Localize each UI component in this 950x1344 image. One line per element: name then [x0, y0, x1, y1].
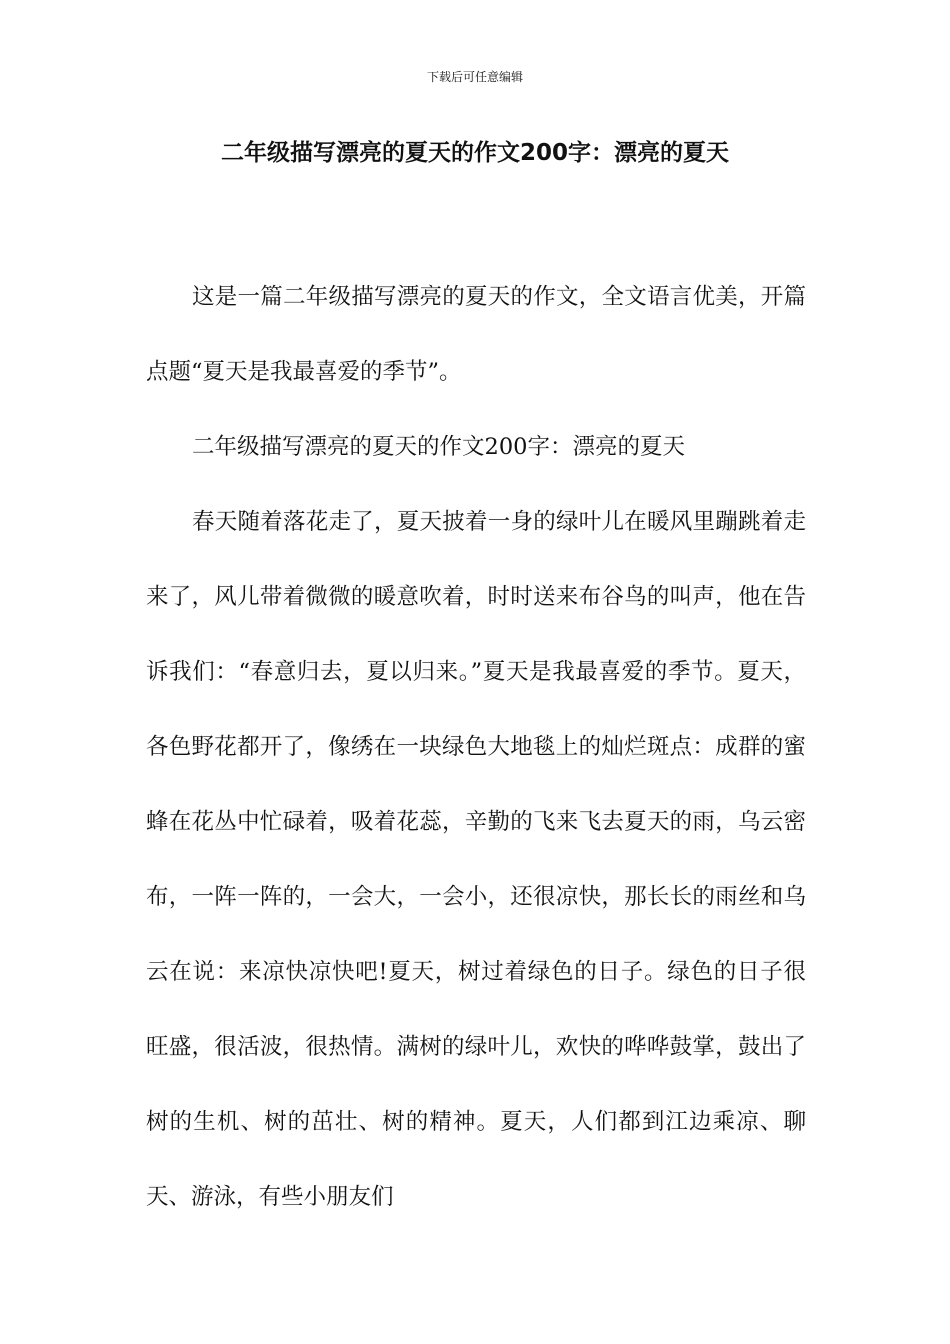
document-body	[146, 260, 806, 1235]
intro-paragraph: 这是一篇二年级描写漂亮的夏天的作文，全文语言优美，开篇点题“夏天是我最喜爱的季节”。	[146, 284, 806, 385]
essay-paragraph: 春天随着落花走了，夏天披着一身的绿叶儿在暖风里蹦跳着走来了，风儿带着微微的暖意吹着，时时送来布谷鸟的叫声，他在告诉我们：“春意归去，夏以归来。”夏天是我最喜爱的季节。夏天，各色野花都开了，像绣在一块绿色大地毯上的灿烂斑点：成群的蜜蜂在花丛中忙碌着，吸着花蕊，辛勤的飞来飞去夏天的雨，乌云密布，一阵一阵的，一会大，一会小，还很凉快，那长长的雨丝和乌云在说：来凉快凉快吧!夏天，树过着绿色的日子。绿色的日子很旺盛，很活波，很热情。满树的绿叶儿，欢快的哗哗鼓掌，鼓出了树的生机、树的茁壮、树的精神。夏天，人们都到江边乘凉、聊天、游泳，有些小朋友们	[146, 509, 806, 1210]
header-note: 下载后可任意编辑	[426, 70, 523, 84]
subtitle-paragraph: 二年级描写漂亮的夏天的作文200字：漂亮的夏天	[192, 434, 685, 460]
document-title: 二年级描写漂亮的夏天的作文200字：漂亮的夏天	[220, 140, 729, 166]
